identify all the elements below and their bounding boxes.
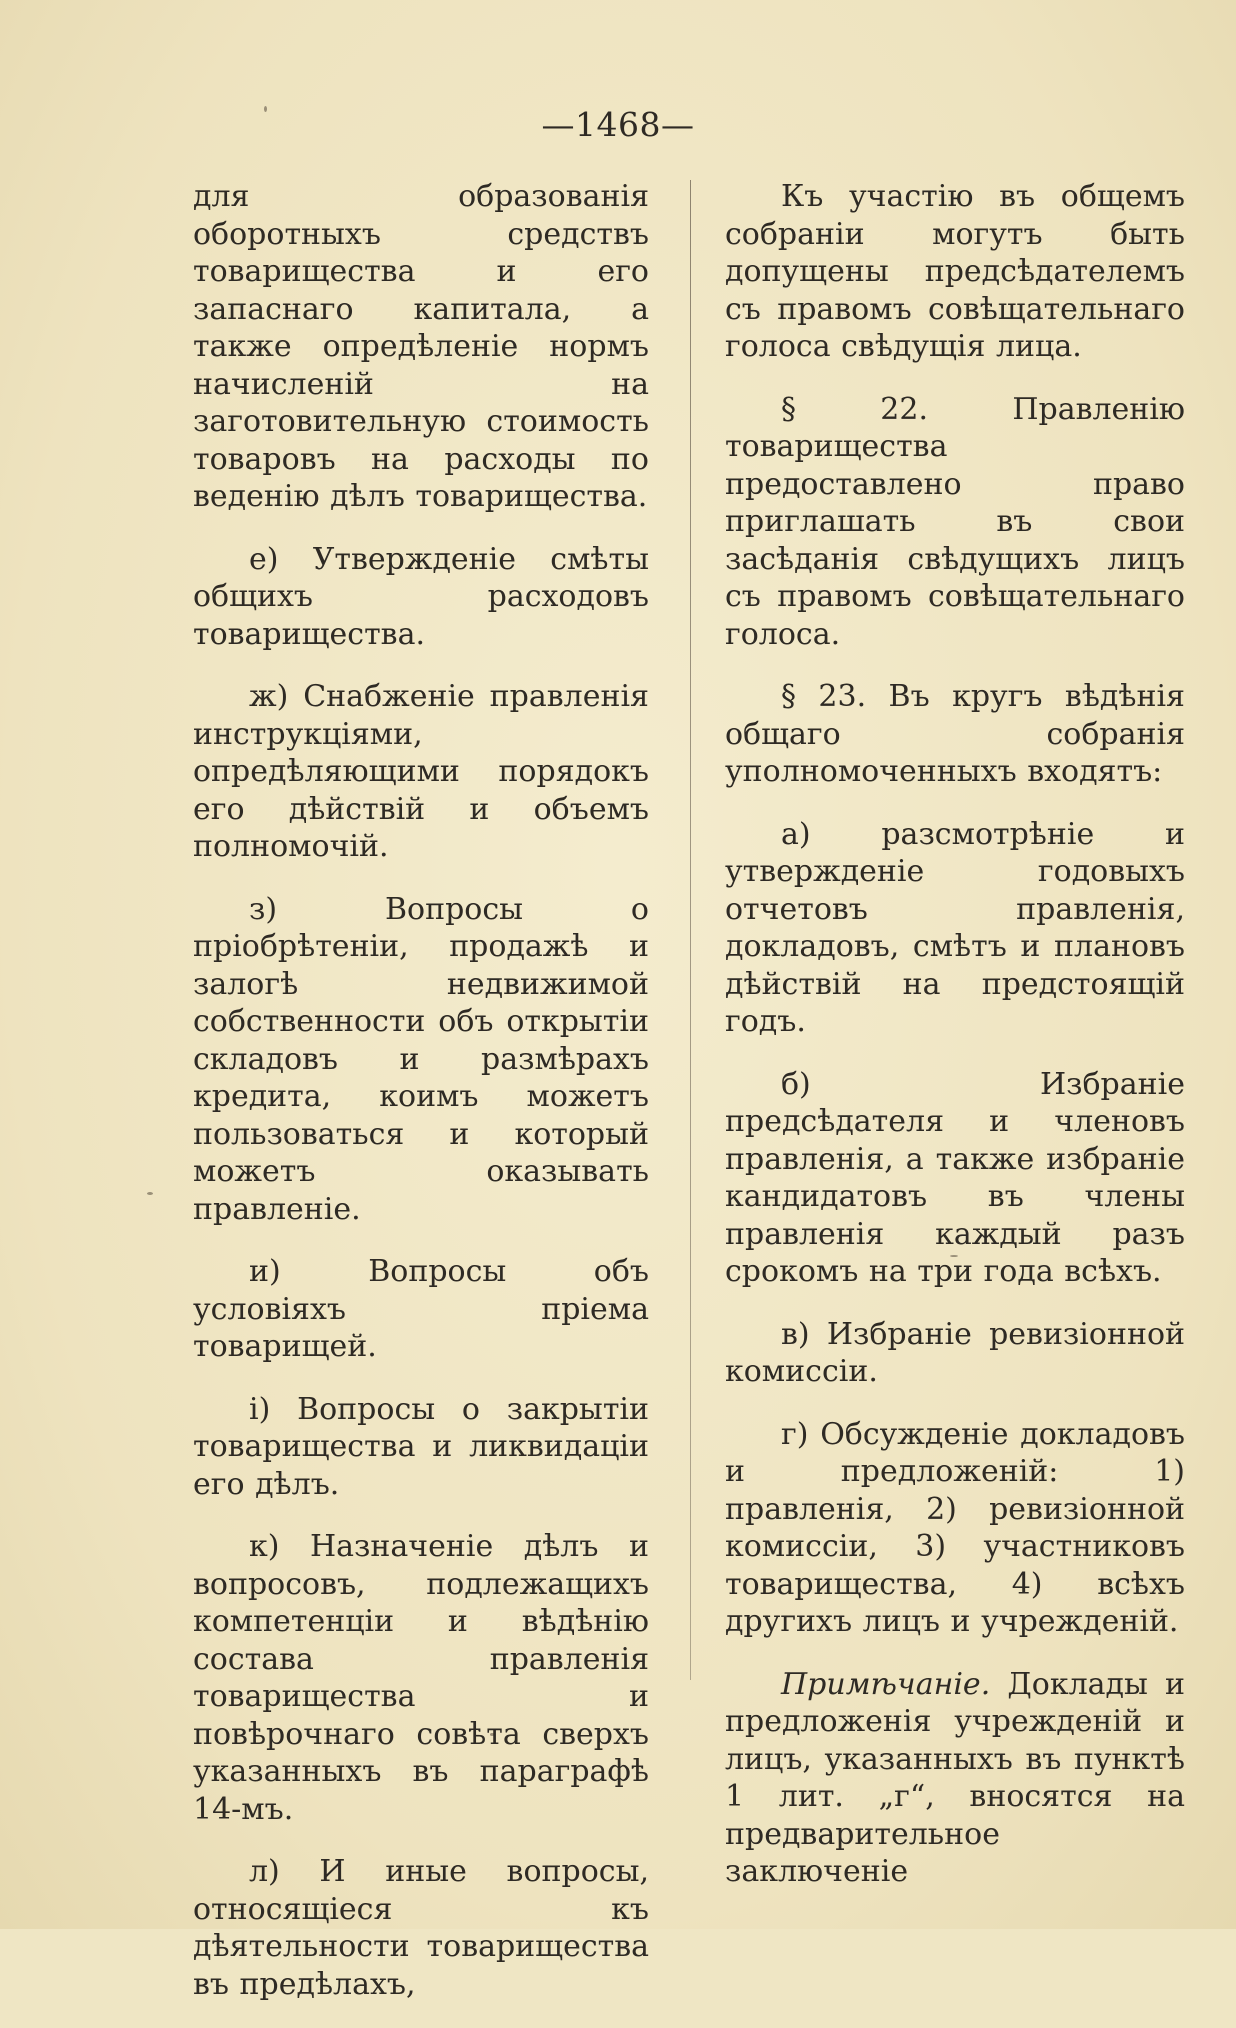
paragraph-left-8: л) И иные вопросы, относящіеся къ дѣятельности товарищества въ предѣлахъ, [193, 1854, 649, 2002]
paragraph-item-a: а) разсмотрѣніе и утвержденіе годовыхъ отчетовъ правленія, докладовъ, смѣтъ и плановъ дѣйствій на предстоящій годъ. [725, 816, 1185, 1039]
paragraph-left-1: для образованія оборотныхъ средствъ товарищества и его запаснаго капитала, а также опредѣленіе нормъ начисленій на заготовительную стоимость товаровъ на расходы по веденію дѣлъ товарищества. [193, 179, 649, 514]
paragraph-right-1: Къ участію въ общемъ собраніи могутъ быть допущены предсѣдателемъ съ правомъ совѣщательнаго голоса свѣдущія лица. [725, 179, 1185, 364]
paragraph-item-v: в) Избраніе ревизіонной комиссіи. [725, 1316, 1185, 1389]
paragraph-left-7: к) Назначеніе дѣлъ и вопросовъ, подлежащихъ компетенціи и вѣдѣнію состава правленія товарищества и повѣрочнаго совѣта сверхъ указанныхъ въ параграфѣ 14-мъ. [193, 1529, 649, 1827]
right-column [725, 178, 1185, 1916]
left-column [193, 178, 649, 2028]
paragraph-section-22: § 22. Правленію товарищества предоставлено право приглашать въ свои засѣданія свѣдущихъ лицъ съ правомъ совѣщательнаго голоса. [725, 391, 1185, 652]
ink-speck [950, 1255, 958, 1257]
paragraph-section-23: § 23. Въ кругъ вѣдѣнія общаго собранія уполномоченныхъ входятъ: [725, 679, 1185, 789]
page-number: —1468— [541, 105, 695, 144]
note-text: Доклады и предложенія учрежденій и лицъ, указанныхъ въ пунктѣ 1 лит. „г“, вносятся на предварительное заключеніе [725, 1666, 1185, 1889]
paragraph-left-2: е) Утвержденіе смѣты общихъ расходовъ товарищества. [193, 541, 649, 652]
paragraph-item-b: б) Избраніе предсѣдателя и членовъ правленія, а также избраніе кандидатовъ въ члены правленія каждый разъ срокомъ на три года всѣхъ. [725, 1066, 1185, 1289]
paragraph-left-6: і) Вопросы о закрытіи товарищества и ликвидаціи его дѣлъ. [193, 1391, 649, 1502]
paragraph-left-5: и) Вопросы объ условіяхъ пріема товарищей. [193, 1254, 649, 1364]
column-divider [690, 180, 691, 1680]
note-paragraph [725, 1666, 1185, 1891]
ink-speck [147, 1192, 153, 1195]
paragraph-left-3: ж) Снабженіе правленія инструкціями, опредѣляющими порядокъ его дѣйствій и объемъ полномочій. [193, 679, 649, 864]
paragraph-left-4: з) Вопросы о пріобрѣтеніи, продажѣ и залогѣ недвижимой собственности объ открытіи складовъ и размѣрахъ кредита, коимъ можетъ пользоваться и который можетъ оказывать правленіе. [193, 891, 649, 1227]
paragraph-item-g: г) Обсужденіе докладовъ и предложеній: 1) правленія, 2) ревизіонной комиссіи, 3) участниковъ товарищества, 4) всѣхъ другихъ лицъ и учрежденій. [725, 1416, 1185, 1639]
ink-speck [490, 1733, 494, 1736]
ink-speck [264, 106, 267, 112]
note-label: Примѣчаніе. [781, 1666, 991, 1702]
